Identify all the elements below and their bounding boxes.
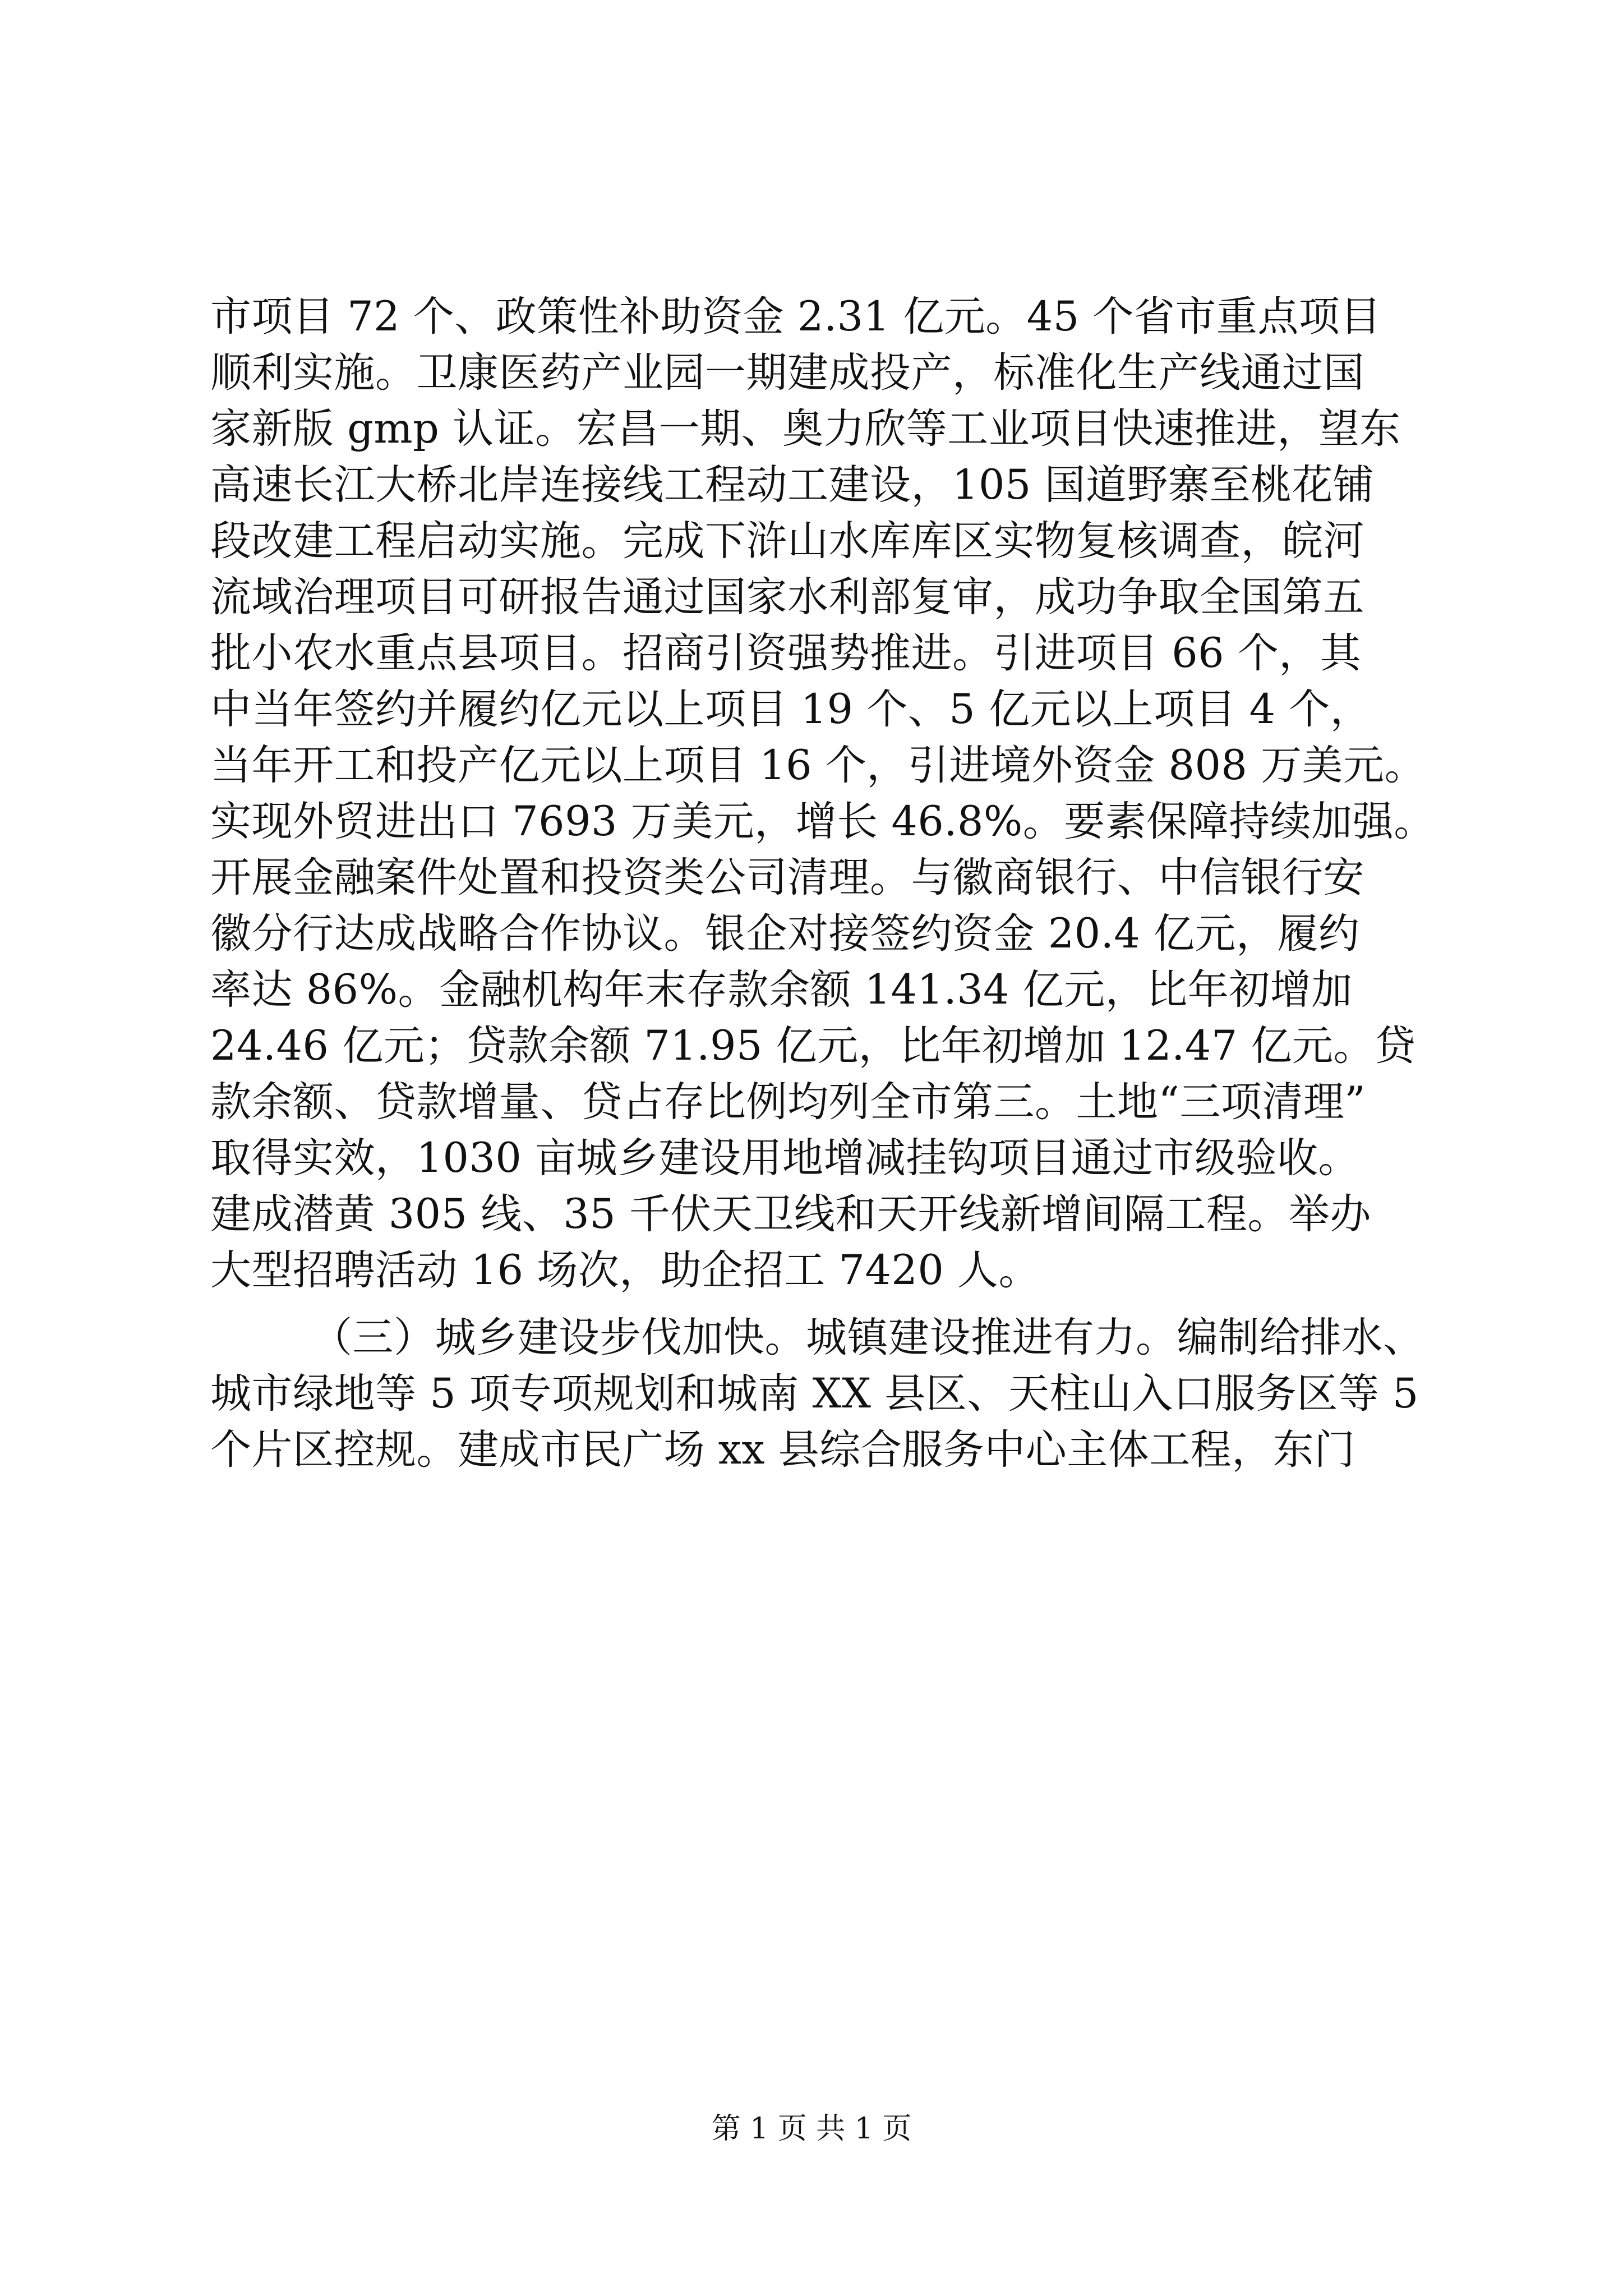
page-footer: 第 1 页 共 1 页: [711, 2112, 912, 2146]
text-line: 24.46 亿元；贷款余额 71.95 亿元，比年初增加 12.47 亿元。贷: [210, 1022, 1416, 1070]
text-line: 城市绿地等 5 项专项规划和城南 XX 县区、天柱山入口服务区等 5: [210, 1370, 1419, 1418]
text-line: 开展金融案件处置和投资类公司清理。与徽商银行、中信银行安: [210, 854, 1364, 901]
paragraph-heading-line: （三）城乡建设步伐加快。城镇建设推进有力。编制给排水、: [311, 1314, 1424, 1361]
text-line: 取得实效，1030 亩城乡建设用地增减挂钩项目通过市级验收。: [210, 1134, 1359, 1182]
text-line: 中当年签约并履约亿元以上项目 19 个、5 亿元以上项目 4 个，: [210, 685, 1372, 733]
text-line: 流域治理项目可研报告通过国家水利部复审，成功争取全国第五: [210, 573, 1364, 621]
text-line: 当年开工和投产亿元以上项目 16 个，引进境外资金 808 万美元。: [210, 742, 1426, 789]
text-line: 段改建工程启动实施。完成下浒山水库库区实物复核调查，皖河: [210, 517, 1364, 565]
text-line: 实现外贸进出口 7693 万美元，增长 46.8%。要素保障持续加强。: [210, 798, 1435, 845]
text-line: 率达 86%。金融机构年末存款余额 141.34 亿元，比年初增加: [210, 966, 1353, 1014]
text-line: 顺利实施。卫康医药产业园一期建成投产，标准化生产线通过国: [210, 349, 1364, 397]
text-line: 家新版 gmp 认证。宏昌一期、奥力欣等工业项目快速推进，望东: [210, 405, 1401, 453]
text-line: 建成潜黄 305 线、35 千伏天卫线和天开线新增间隔工程。举办: [210, 1190, 1371, 1238]
text-line: 徽分行达成战略合作协议。银企对接签约资金 20.4 亿元，履约: [210, 910, 1360, 958]
text-line: 款余额、贷款增量、贷占存比例均列全市第三。土地“三项清理”: [210, 1078, 1366, 1126]
text-line: 批小农水重点县项目。招商引资强势推进。引进项目 66 个，其: [210, 629, 1362, 677]
text-line: 大型招聘活动 16 场次，助企招工 7420 人。: [210, 1246, 1040, 1294]
text-line: 市项目 72 个、政策性补助资金 2.31 亿元。45 个省市重点项目: [210, 293, 1381, 341]
text-line: 个片区控规。建成市民广场 xx 县综合服务中心主体工程，东门: [210, 1426, 1355, 1474]
text-line: 高速长江大桥北岸连接线工程动工建设，105 国道野寨至桃花铺: [210, 461, 1375, 509]
